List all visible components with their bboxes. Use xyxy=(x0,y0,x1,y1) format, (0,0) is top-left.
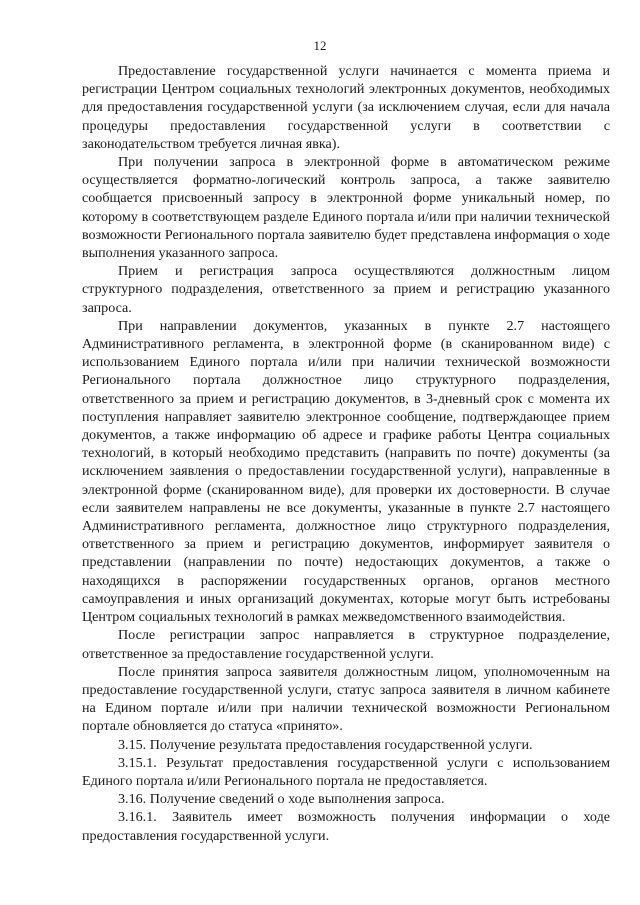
paragraph-2: При получении запроса в электронной форме в автоматическом режиме осуществляется форматно-логический контроль запроса, а также заявителю сообщается присвоенный запросу в электронной форме уникальный номер, по которому в соответствующем разделе Единого портала и/или при наличии технической возможности Регионального портала заявителю будет представлена информация о ходе выполнения указанного запроса. xyxy=(82,154,610,262)
section-3-15-1: 3.15.1. Результат предоставления государственной услуги с использованием Единого портала и/или Регионального портала не предоставляется. xyxy=(82,754,610,789)
page-number: 12 xyxy=(313,38,327,53)
paragraph-5: После регистрации запрос направляется в структурное подразделение, ответственное за предоставление государственной услуги. xyxy=(82,627,610,662)
section-3-15-heading: 3.15. Получение результата предоставления государственной услуги. xyxy=(118,736,533,753)
document-body xyxy=(82,62,610,845)
paragraph-3: Прием и регистрация запроса осуществляются должностным лицом структурного подразделения, ответственного за прием и регистрацию указанного запроса. xyxy=(82,263,610,316)
section-3-16-1: 3.16.1. Заявитель имеет возможность получения информации о ходе предоставления государственной услуги. xyxy=(82,809,610,844)
paragraph-1: Предоставление государственной услуги начинается с момента приема и регистрации Центром социальных технологий электронных документов, необходимых для предоставления государственной услуги (за исключением случая, если для начала процедуры предоставления государственной услуги в соответствии с законодательством требуется личная явка). xyxy=(82,63,610,152)
paragraph-6: После принятия запроса заявителя должностным лицом, уполномоченным на предоставление государственной услуги, статус запроса заявителя в личном кабинете на Едином портале и/или при наличии технической возможности Региональном портале обновляется до статуса «принято». xyxy=(82,663,610,735)
paragraph-4: При направлении документов, указанных в пункте 2.7 настоящего Административного регламента, в электронной форме (в сканированном виде) с использованием Единого портала и/или при наличии технической возможности Регионального портала должностное лицо структурного подразделения, ответственного за прием и регистрацию документов, в 3-дневный срок с момента их поступления направляет заявителю электронное сообщение, подтверждающее прием документов, а также информацию об адресе и графике работы Центра социальных технологий, в который необходимо представить (направить по почте) документы (за исключением заявления о предоставлении государственной услуги), направленные в электронной форме (сканированном виде), для проверки их достоверности. В случае если заявителем направлены не все документы, указанные в пункте 2.7 настоящего Административного регламента, должностное лицо структурного подразделения, ответственного за прием и регистрацию документов, информирует заявителя о представлении (направлении по почте) недостающих документов, а также о находящихся в распоряжении государственных органов, органов местного самоуправления и иных организаций документах, которые могут быть истребованы Центром социальных технологий в рамках межведомственного взаимодействия. xyxy=(82,317,610,626)
section-3-16-heading: 3.16. Получение сведений о ходе выполнения запроса. xyxy=(118,791,445,808)
